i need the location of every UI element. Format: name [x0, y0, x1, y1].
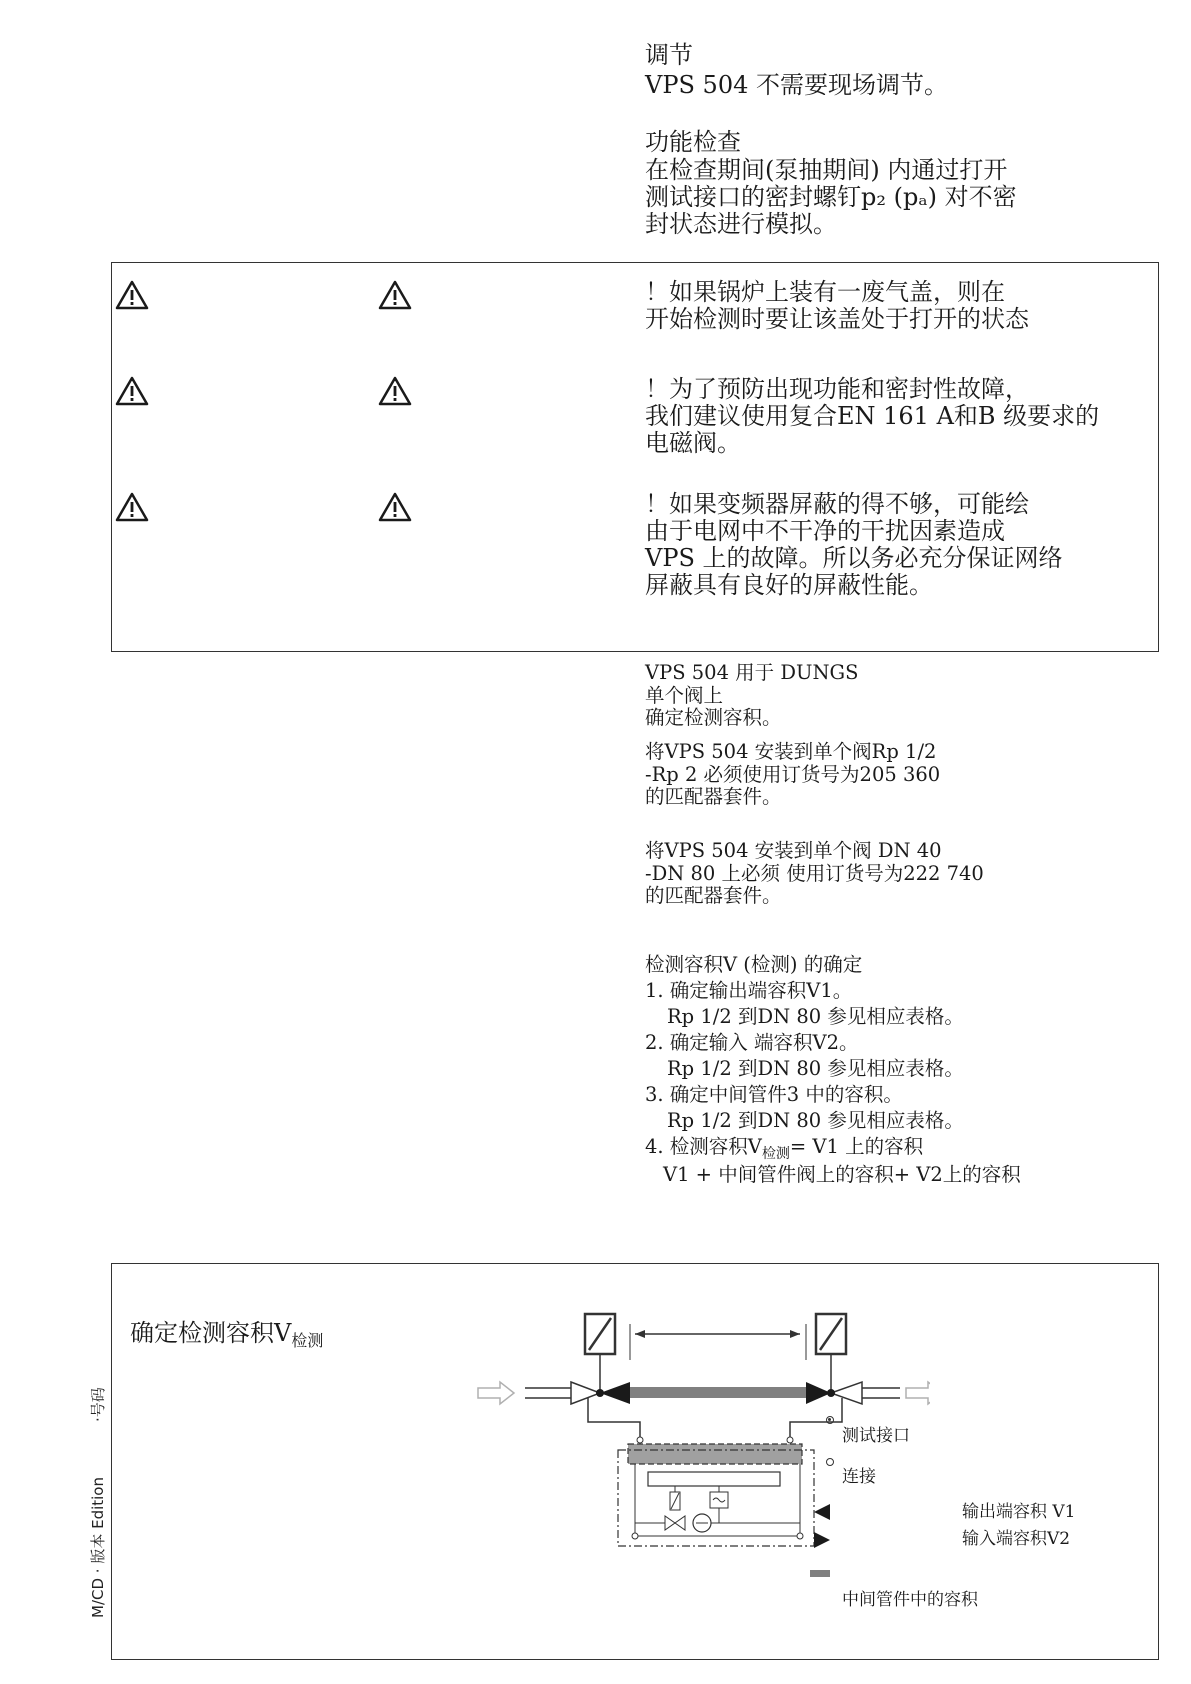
warning-line: 屏蔽具有良好的屏蔽性能。: [645, 571, 933, 599]
valve-outlet-icon: [600, 1382, 630, 1404]
warning-triangle-icon: [115, 280, 149, 310]
step-item: Rp 1/2 到DN 80 参见相应表格。: [667, 1109, 964, 1132]
warning-triangle-icon: [378, 376, 412, 406]
steps-title: 检测容积V (检测) 的确定: [645, 953, 863, 976]
dungs-text: [645, 662, 858, 730]
warning-line: ！为了预防出现功能和密封性故障，: [645, 375, 1029, 403]
legend-connection: 连接: [842, 1467, 876, 1487]
valve-outlet-icon: [831, 1382, 862, 1404]
flow-arrow-icon: [906, 1382, 930, 1404]
adjust-text: VPS 504 不需要现场调节。: [645, 71, 948, 99]
outlet-volume-icon: [812, 1502, 832, 1522]
valve-inlet-icon: [571, 1382, 600, 1404]
inlet-volume-icon: [812, 1530, 832, 1550]
function-check-line: 测试接口的密封螺钉p₂ (pₐ) 对不密: [645, 183, 1017, 211]
dungs-line: 确定检测容积。: [645, 706, 782, 729]
warning-line: 电磁阀。: [645, 429, 741, 457]
kit-line: -DN 80 上必须 使用订货号为222 740: [645, 861, 984, 885]
step-item: Rp 1/2 到DN 80 参见相应表格。: [667, 1005, 964, 1028]
step-item: 3. 确定中间管件3 中的容积。: [645, 1083, 903, 1106]
warning-text-3: [645, 491, 1063, 599]
step-item: Rp 1/2 到DN 80 参见相应表格。: [667, 1057, 964, 1080]
test-port-marker-icon: [826, 1416, 834, 1424]
figure-title: [130, 1320, 323, 1349]
kit-line: 的匹配器套件。: [645, 884, 782, 907]
legend-test-port: 测试接口: [842, 1426, 910, 1446]
kit-line: 的匹配器套件。: [645, 785, 782, 808]
kit-line: -Rp 2 必须使用订货号为205 360: [645, 762, 941, 786]
warning-line: VPS 上的故障。所以务必充分保证网络: [645, 544, 1063, 572]
warning-line: ！如果锅炉上装有一废气盖，则在: [645, 278, 1005, 306]
connection-marker-icon: [826, 1458, 834, 1466]
warning-line: 我们建议使用复合EN 161 A和B 级要求的: [645, 402, 1100, 430]
warning-triangle-icon: [378, 492, 412, 522]
step-text: 4. 检测容积V: [645, 1135, 762, 1158]
function-check-line: 封状态进行模拟。: [645, 210, 837, 238]
warning-line: ！如果变频器屏蔽的得不够，可能绘: [645, 490, 1029, 518]
kit2-text: [645, 840, 984, 908]
legend-outlet: 输出端容积 V1: [962, 1502, 1076, 1522]
step-item: V1 + 中间管件阀上的容积+ V2上的容积: [663, 1163, 1021, 1186]
warning-line: 开始检测时要让该盖处于打开的状态: [645, 305, 1029, 333]
step-subscript: 检测: [761, 1146, 790, 1162]
figure-title-subscript: 检测: [291, 1331, 324, 1350]
adjust-title: 调节: [645, 41, 693, 69]
function-check-title: 功能检查: [645, 128, 741, 156]
dungs-line: 单个阀上: [645, 683, 724, 707]
step-item: [645, 1134, 1021, 1162]
kit1-text: [645, 741, 940, 809]
function-check-text: [645, 157, 1017, 238]
legend-middle: 中间管件中的容积: [842, 1590, 978, 1610]
function-check-line: 在检查期间(泵抽期间) 内通过打开: [645, 156, 1008, 184]
steps-block: [645, 952, 1021, 1188]
middle-volume-icon: [810, 1570, 830, 1577]
middle-volume-bar: [630, 1387, 806, 1398]
dungs-line: VPS 504 用于 DUNGS: [645, 661, 859, 684]
figure-title-text: 确定检测容积V: [130, 1319, 292, 1347]
step-item: 2. 确定输入 端容积V2。: [645, 1031, 859, 1054]
legend-inlet: 输入端容积V2: [962, 1529, 1071, 1549]
step-item: 1. 确定输出端容积V1。: [645, 979, 853, 1002]
warning-triangle-icon: [115, 492, 149, 522]
warning-line: 由于电网中不干净的干扰因素造成: [645, 517, 1005, 545]
warning-triangle-icon: [378, 280, 412, 310]
kit-line: 将VPS 504 安装到单个阀 DN 40: [645, 839, 942, 862]
kit-line: 将VPS 504 安装到单个阀Rp 1/2: [645, 740, 937, 763]
step-text: = V1 上的容积: [789, 1135, 924, 1158]
sidebar-code: ·号码: [89, 1387, 107, 1422]
sidebar-edition: M/CD · 版本 Edition: [89, 1477, 107, 1618]
warning-text-2: [645, 376, 1099, 457]
warning-triangle-icon: [115, 376, 149, 406]
flow-arrow-icon: [478, 1382, 514, 1404]
warning-text-1: [645, 279, 1029, 333]
